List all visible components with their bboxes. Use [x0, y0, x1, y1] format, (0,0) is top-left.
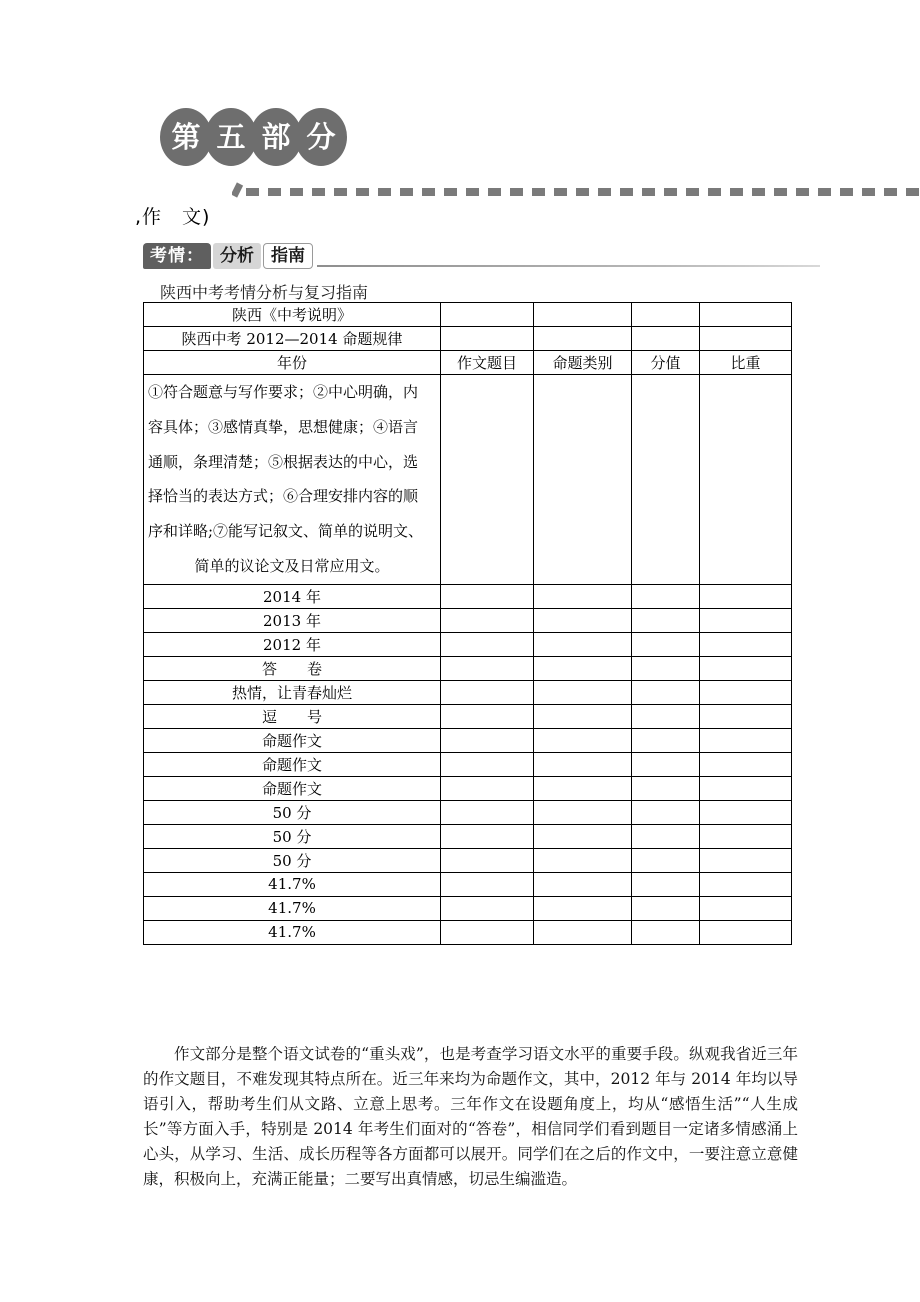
- cell-blank: [534, 375, 632, 585]
- col-header-topic: 作文题目: [441, 351, 534, 375]
- spec-line-1: ①符合题意与写作要求；②中心明确，内: [148, 383, 419, 401]
- section-subtitle: ,作 文): [135, 206, 211, 228]
- cell-blank: [441, 303, 534, 327]
- part-bubble-3: 部: [250, 108, 302, 166]
- cell-blank: [632, 872, 700, 896]
- spec-line-5: 序和详略;⑦能写记叙文、简单的说明文、: [148, 522, 424, 541]
- cell-blank: [534, 327, 632, 351]
- cell-blank: [632, 632, 700, 656]
- cell-blank: [700, 656, 792, 680]
- cell-score-2014: 50 分: [144, 800, 441, 824]
- cell-blank: [700, 608, 792, 632]
- cell-blank: [700, 704, 792, 728]
- cell-year-2014: 2014 年: [144, 584, 441, 608]
- spec-line-6: 简单的议论文及日常应用文。: [194, 556, 390, 575]
- col-header-year: 年份: [144, 351, 441, 375]
- cell-blank: [632, 920, 700, 944]
- table-row-spec: [144, 375, 792, 585]
- cell-type-2013: 命题作文: [144, 752, 441, 776]
- cell-blank: [632, 584, 700, 608]
- cell-score-2012: 50 分: [144, 848, 441, 872]
- table-row: [144, 680, 792, 704]
- cell-blank: [700, 872, 792, 896]
- cell-blank: [534, 608, 632, 632]
- table-row: [144, 800, 792, 824]
- cell-blank: [700, 800, 792, 824]
- cell-blank: [700, 776, 792, 800]
- cell-blank: [534, 920, 632, 944]
- spec-line-2: 容具体；③感情真挚，思想健康；④语言: [148, 417, 419, 436]
- dashed-arrow-right-icon: [232, 170, 920, 200]
- cell-blank: [534, 752, 632, 776]
- cell-blank: [700, 728, 792, 752]
- cell-blank: [632, 608, 700, 632]
- table-row: [144, 848, 792, 872]
- part-banner: [160, 108, 860, 200]
- cell-score-2013: 50 分: [144, 824, 441, 848]
- col-header-score: 分值: [632, 351, 700, 375]
- table-row: [144, 303, 792, 327]
- cell-topic-2012: 逗 号: [144, 704, 441, 728]
- cell-blank: [632, 680, 700, 704]
- table-row: [144, 608, 792, 632]
- cell-blank: [441, 704, 534, 728]
- cell-blank: [441, 896, 534, 920]
- cell-blank: [441, 584, 534, 608]
- cell-blank: [534, 303, 632, 327]
- exam-analysis-table: [143, 302, 792, 945]
- cell-blank: [700, 920, 792, 944]
- cell-blank: [441, 728, 534, 752]
- col-header-type: 命题类别: [534, 351, 632, 375]
- cell-blank: [700, 680, 792, 704]
- cell-weight-2014: 41.7%: [144, 872, 441, 896]
- tab-kaoqing[interactable]: 考情：: [143, 243, 211, 269]
- cell-blank: [441, 327, 534, 351]
- cell-blank: [534, 728, 632, 752]
- cell-blank: [632, 824, 700, 848]
- table-row: [144, 752, 792, 776]
- tab-fenxi[interactable]: 分析: [213, 243, 261, 269]
- cell-blank: [534, 800, 632, 824]
- cell-blank: [441, 848, 534, 872]
- table-row: [144, 872, 792, 896]
- summary-paragraph: 作文部分是整个语文试卷的“重头戏”，也是考查学习语文水平的重要手段。纵观我省近三年的作文题目，不难发现其特点所在。近三年来均为命题作文，其中，2012 年与 2014 年均以导语引入，帮助考生们从文路、立意上思考。三年作文在设题角度上，均从“感悟生活”“人生成长”等方面入手，特别是 2014 年考生们面对的“答卷”，相信同学们看到题目一定诸多情感涌上心头，从学习、生活、成长历程等各方面都可以展开。同学们在之后的作文中，一要注意立意健康，积极向上，充满正能量；二要写出真情感，切忌生编滥造。: [143, 1044, 798, 1189]
- part-bubble-1: 第: [160, 108, 212, 166]
- cell-pattern-title: 陕西中考 2012—2014 命题规律: [144, 327, 441, 351]
- cell-blank: [632, 800, 700, 824]
- table-row: [144, 632, 792, 656]
- cell-blank: [632, 728, 700, 752]
- cell-blank: [534, 872, 632, 896]
- cell-blank: [441, 375, 534, 585]
- spec-line-3: 通顺，条理清楚；⑤根据表达的中心，选: [148, 452, 419, 471]
- cell-blank: [441, 800, 534, 824]
- cell-blank: [534, 776, 632, 800]
- cell-blank: [534, 656, 632, 680]
- cell-blank: [700, 327, 792, 351]
- cell-blank: [700, 584, 792, 608]
- cell-blank: [700, 848, 792, 872]
- tab-zhinan[interactable]: 指南: [263, 243, 313, 269]
- tab-strip: [143, 239, 820, 269]
- cell-type-2014: 命题作文: [144, 728, 441, 752]
- cell-blank: [632, 848, 700, 872]
- cell-blank: [441, 680, 534, 704]
- cell-blank: [632, 375, 700, 585]
- cell-blank: [700, 303, 792, 327]
- cell-blank: [700, 375, 792, 585]
- cell-blank: [441, 872, 534, 896]
- cell-blank: [534, 896, 632, 920]
- table-row: [144, 728, 792, 752]
- cell-blank: [441, 920, 534, 944]
- col-header-weight: 比重: [700, 351, 792, 375]
- tab-strip-rule: [317, 265, 820, 267]
- cell-blank: [700, 824, 792, 848]
- cell-blank: [632, 327, 700, 351]
- cell-blank: [700, 896, 792, 920]
- table-row: [144, 327, 792, 351]
- cell-blank: [534, 824, 632, 848]
- cell-blank: [632, 776, 700, 800]
- cell-blank: [632, 704, 700, 728]
- cell-blank: [632, 752, 700, 776]
- cell-blank: [632, 896, 700, 920]
- table-row: [144, 896, 792, 920]
- cell-blank: [441, 608, 534, 632]
- cell-blank: [534, 848, 632, 872]
- cell-blank: [441, 632, 534, 656]
- part-bubble-row: [160, 108, 340, 166]
- table-row: [144, 776, 792, 800]
- table-row: [144, 704, 792, 728]
- cell-blank: [700, 752, 792, 776]
- cell-blank: [632, 303, 700, 327]
- cell-blank: [441, 824, 534, 848]
- cell-topic-2013: 热情，让青春灿烂: [144, 680, 441, 704]
- cell-weight-2012: 41.7%: [144, 920, 441, 944]
- cell-blank: [441, 752, 534, 776]
- cell-year-2013: 2013 年: [144, 608, 441, 632]
- cell-topic-2014: 答 卷: [144, 656, 441, 680]
- table-row: [144, 824, 792, 848]
- cell-blank: [700, 632, 792, 656]
- part-bubble-2: 五: [205, 108, 257, 166]
- cell-weight-2013: 41.7%: [144, 896, 441, 920]
- cell-year-2012: 2012 年: [144, 632, 441, 656]
- cell-blank: [534, 632, 632, 656]
- cell-blank: [441, 656, 534, 680]
- part-bubble-4: 分: [295, 108, 347, 166]
- guide-caption: 陕西中考考情分析与复习指南: [160, 283, 369, 302]
- cell-blank: [534, 704, 632, 728]
- spec-line-4: 择恰当的表达方式；⑥合理安排内容的顺: [148, 487, 419, 506]
- table-header-row: [144, 351, 792, 375]
- cell-type-2012: 命题作文: [144, 776, 441, 800]
- cell-blank: [632, 656, 700, 680]
- table-row: [144, 656, 792, 680]
- cell-blank: [441, 776, 534, 800]
- cell-exam-spec-title: 陕西《中考说明》: [144, 303, 441, 327]
- table-row: [144, 920, 792, 944]
- table-row: [144, 584, 792, 608]
- cell-blank: [534, 584, 632, 608]
- cell-blank: [534, 680, 632, 704]
- cell-exam-spec-body: [144, 375, 441, 585]
